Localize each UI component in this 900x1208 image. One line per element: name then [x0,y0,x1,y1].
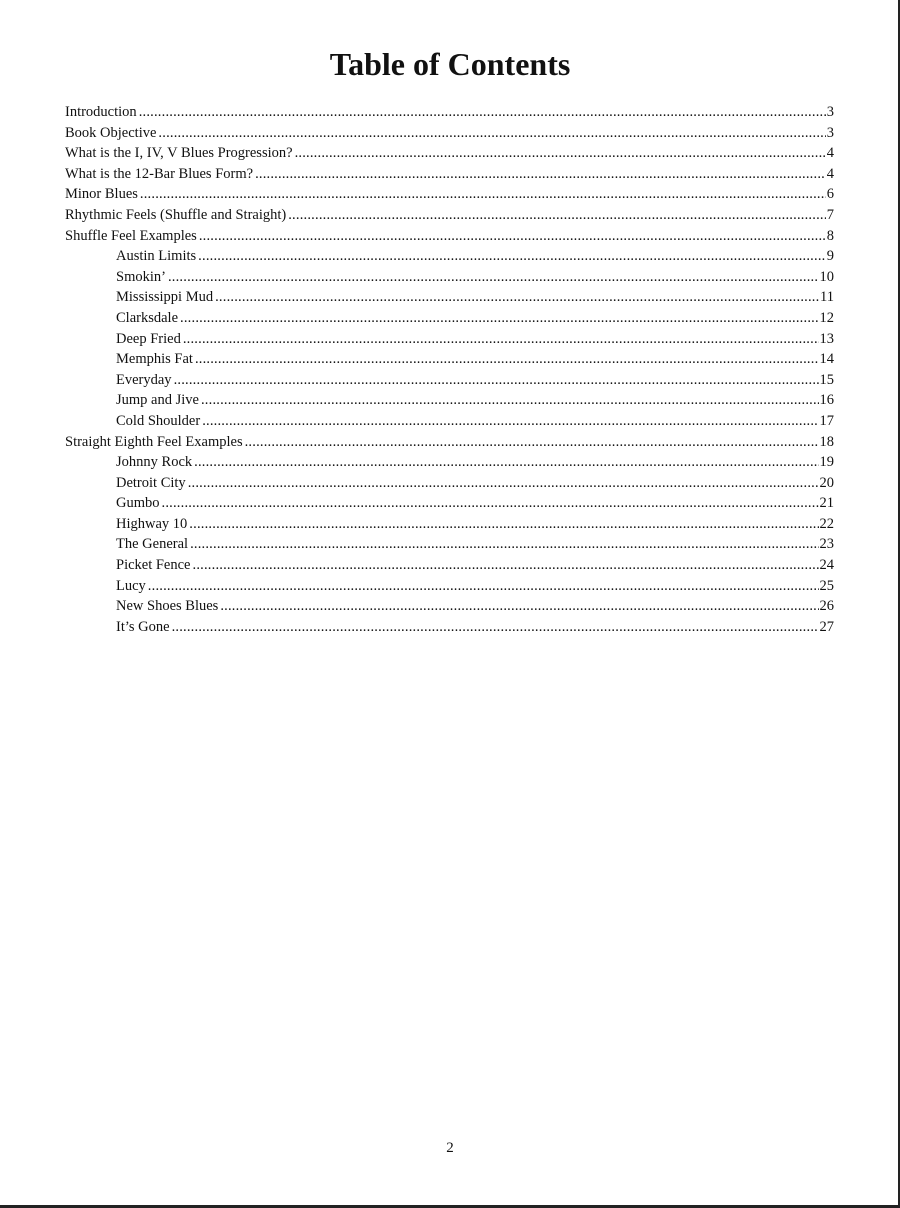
toc-entry-label: Book Objective [65,124,157,141]
toc-entry-its-gone[interactable] [65,617,834,638]
dot-leader [288,205,826,226]
toc-entry-label: What is the 12-Bar Blues Form? [65,165,254,182]
toc-entry-page: 22 [819,515,834,532]
toc-entry-clarksdale[interactable] [65,308,834,329]
toc-entry-page: 24 [819,557,834,574]
toc-entry-the-general[interactable] [65,534,834,555]
dot-leader [295,143,826,164]
toc-entry-label: Mississippi Mud [116,289,214,306]
toc-entry-page: 7 [826,206,834,223]
toc-entry-label: Smokin’ [116,268,166,285]
dot-leader [148,576,819,597]
toc-entry-12-bar-form[interactable] [65,164,834,185]
page-number: 2 [446,1140,454,1156]
toc-entry-label: Picket Fence [116,557,191,574]
toc-entry-page: 13 [819,330,834,347]
toc-entry-page: 20 [819,474,834,491]
toc-entry-label: Johnny Rock [116,454,193,471]
toc-entry-johnny-rock[interactable] [65,452,834,473]
toc-entry-page: 16 [819,392,834,409]
toc-entry-label: Austin Limits [116,248,197,265]
toc-entry-label: What is the I, IV, V Blues Progression? [65,145,293,162]
toc-entry-page: 6 [826,186,834,203]
toc-entry-shuffle-feel-examples[interactable] [65,226,834,247]
dot-leader [245,432,819,453]
toc-entry-page: 26 [819,598,834,615]
toc-entry-label: Minor Blues [65,186,138,203]
toc-entry-page: 18 [819,433,834,450]
toc-entry-page: 10 [819,268,834,285]
toc-entry-label: Straight Eighth Feel Examples [65,433,243,450]
toc-entry-label: Shuffle Feel Examples [65,227,197,244]
toc-entry-page: 8 [826,227,834,244]
dot-leader [172,617,819,638]
toc-entry-label: The General [116,536,189,553]
dot-leader [201,390,819,411]
toc-entry-lucy[interactable] [65,576,834,597]
toc-entry-page: 12 [819,309,834,326]
toc-entry-book-objective[interactable] [65,123,834,144]
toc-entry-label: Rhythmic Feels (Shuffle and Straight) [65,206,287,223]
toc-entry-cold-shoulder[interactable] [65,411,834,432]
toc-entry-highway-10[interactable] [65,514,834,535]
dot-leader [174,370,819,391]
toc-entry-page: 23 [819,536,834,553]
toc-entry-page: 27 [819,618,834,635]
toc-entry-label: Lucy [116,577,146,594]
toc-entry-picket-fence[interactable] [65,555,834,576]
toc-entry-rhythmic-feels[interactable] [65,205,834,226]
toc-entry-deep-fried[interactable] [65,329,834,350]
toc-entry-minor-blues[interactable] [65,184,834,205]
dot-leader [190,534,818,555]
dot-leader [168,267,819,288]
dot-leader [215,287,819,308]
toc-entry-label: Everyday [116,371,172,388]
dot-leader [220,596,818,617]
toc-entry-page: 14 [819,351,834,368]
dot-leader [195,349,819,370]
page-title: Table of Contents [329,46,571,82]
toc-entry-page: 3 [826,124,834,141]
toc-entry-introduction[interactable] [65,102,834,123]
toc-entry-page: 9 [826,248,834,265]
dot-leader [194,452,818,473]
toc-entry-page: 3 [826,104,834,120]
dot-leader [188,473,819,494]
toc-entry-label: Highway 10 [116,515,188,532]
toc-entry-everyday[interactable] [65,370,834,391]
toc-entry-austin-limits[interactable] [65,246,834,267]
dot-leader [183,329,819,350]
dot-leader [162,493,819,514]
toc-entry-label: Detroit City [116,474,186,491]
toc-entry-label: Clarksdale [116,309,179,326]
dot-leader [180,308,818,329]
toc-entry-label: Introduction [65,104,137,120]
toc-entry-straight-eighth-examples[interactable] [65,432,834,453]
toc-entry-page: 19 [819,454,834,471]
toc-entry-page: 21 [819,495,834,512]
toc-entry-memphis-fat[interactable] [65,349,834,370]
dot-leader [255,164,826,185]
toc-entry-page: 4 [826,165,834,182]
toc-entry-blues-progression[interactable] [65,143,834,164]
toc-entry-page: 15 [819,371,834,388]
toc-entry-label: Cold Shoulder [116,412,201,429]
toc-entry-label: Deep Fried [116,330,181,347]
dot-leader [202,411,818,432]
dot-leader [199,226,826,247]
toc-entry-page: 25 [819,577,834,594]
toc-entry-label: Memphis Fat [116,351,193,368]
toc-entry-gumbo[interactable] [65,493,834,514]
toc-entry-label: Jump and Jive [116,392,199,409]
dot-leader [140,184,826,205]
table-of-contents [65,102,834,637]
toc-entry-jump-and-jive[interactable] [65,390,834,411]
dot-leader [158,123,825,144]
toc-entry-label: Gumbo [116,495,160,512]
toc-entry-smokin[interactable] [65,267,834,288]
toc-entry-new-shoes-blues[interactable] [65,596,834,617]
toc-entry-page: 17 [819,412,834,429]
toc-entry-label: It’s Gone [116,618,170,635]
dot-leader [139,102,826,123]
dot-leader [198,246,826,267]
toc-entry-label: New Shoes Blues [116,598,219,615]
toc-entry-mississippi-mud[interactable] [65,287,834,308]
dot-leader [193,555,819,576]
dot-leader [189,514,818,535]
toc-entry-page: 11 [820,289,834,306]
toc-entry-page: 4 [826,145,834,162]
toc-entry-detroit-city[interactable] [65,473,834,494]
